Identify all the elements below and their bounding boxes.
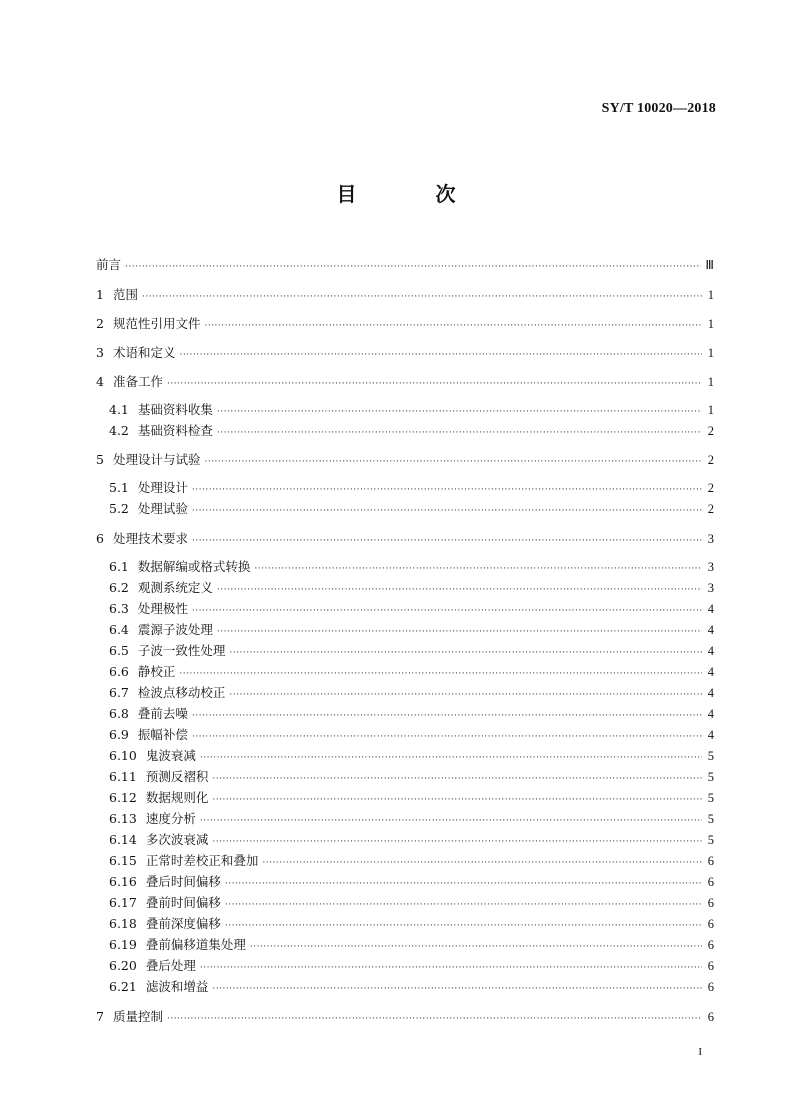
toc-entry[interactable] xyxy=(109,422,714,440)
toc-entry-title: 子波一致性处理 xyxy=(137,643,226,658)
toc-entry-page: 1 xyxy=(707,375,714,389)
toc-entry-title: 规范性引用文件 xyxy=(112,316,201,331)
toc-entry-page: 6 xyxy=(707,854,714,868)
toc-entry-number: 6.21 xyxy=(109,979,137,994)
toc-entry[interactable] xyxy=(96,344,714,362)
toc-entry-page: 4 xyxy=(707,728,714,742)
toc-entry[interactable] xyxy=(96,315,714,333)
toc-entry-page: 4 xyxy=(707,686,714,700)
toc-entry[interactable] xyxy=(109,894,714,912)
toc-entry-number: 6.8 xyxy=(109,706,129,721)
toc-entry-title: 预测反褶积 xyxy=(145,769,209,784)
toc-entry-title: 叠前时间偏移 xyxy=(145,895,221,910)
toc-entry-title: 数据解编或格式转换 xyxy=(137,559,251,574)
toc-entry[interactable] xyxy=(109,768,714,786)
toc-entry-page: 1 xyxy=(707,403,714,417)
toc-leader-dots xyxy=(212,770,702,788)
toc-entry-title: 叠前去噪 xyxy=(137,706,188,721)
toc-entry-number: 4.2 xyxy=(109,423,129,438)
toc-entry-number: 7 xyxy=(96,1009,104,1024)
toc-entry[interactable] xyxy=(109,852,714,870)
toc-entry[interactable] xyxy=(96,373,714,391)
toc-entry-page: 3 xyxy=(707,581,714,595)
toc-leader-dots xyxy=(125,258,701,276)
toc-leader-dots xyxy=(217,403,702,421)
toc-leader-dots xyxy=(254,560,702,578)
toc-entry-number: 6.15 xyxy=(109,853,137,868)
toc-entry-page: 4 xyxy=(707,665,714,679)
toc-entry-number: 5.2 xyxy=(109,501,129,516)
toc-leader-dots xyxy=(167,375,702,393)
toc-leader-dots xyxy=(217,623,702,641)
toc-entry[interactable] xyxy=(96,1008,714,1026)
toc-leader-dots xyxy=(179,665,702,683)
toc-entry[interactable] xyxy=(96,451,714,469)
standard-code: SY/T 10020—2018 xyxy=(601,101,716,116)
toc-leader-dots xyxy=(229,644,702,662)
toc-entry-title: 基础资料检查 xyxy=(137,423,213,438)
toc-leader-dots xyxy=(192,532,702,550)
toc-entry-number: 6.19 xyxy=(109,937,137,952)
toc-entry-number: 3 xyxy=(96,345,104,360)
toc-entry-page: 5 xyxy=(707,812,714,826)
toc-entry-number: 5.1 xyxy=(109,480,129,495)
toc-leader-dots xyxy=(200,749,702,767)
toc-entry-title: 术语和定义 xyxy=(112,345,176,360)
toc-entry-title: 数据规则化 xyxy=(145,790,209,805)
toc-entry-number: 6.1 xyxy=(109,559,129,574)
toc-entry-page: 4 xyxy=(707,602,714,616)
toc-leader-dots xyxy=(225,896,702,914)
toc-entry-number: 6.5 xyxy=(109,643,129,658)
toc-entry-title: 振幅补偿 xyxy=(137,727,188,742)
toc-entry-page: 6 xyxy=(707,938,714,952)
toc-entry-title: 速度分析 xyxy=(145,811,196,826)
toc-entry[interactable] xyxy=(109,479,714,497)
toc-leader-dots xyxy=(192,502,702,520)
toc-entry-title: 处理设计 xyxy=(137,480,188,495)
toc-entry[interactable] xyxy=(109,957,714,975)
toc-entry[interactable] xyxy=(109,747,714,765)
toc-entry-page: 5 xyxy=(707,833,714,847)
toc-entry-page: 5 xyxy=(707,791,714,805)
toc-entry[interactable] xyxy=(109,684,714,702)
toc-leader-dots xyxy=(262,854,702,872)
toc-leader-dots xyxy=(179,346,702,364)
toc-entry-title: 处理技术要求 xyxy=(112,531,188,546)
toc-entry-page: 2 xyxy=(707,453,714,467)
toc-entry-title: 叠前偏移道集处理 xyxy=(145,937,246,952)
toc-entry-number: 6.6 xyxy=(109,664,129,679)
toc-entry-title: 滤波和增益 xyxy=(145,979,209,994)
toc-entry-page: 4 xyxy=(707,623,714,637)
toc-entry-number: 6.9 xyxy=(109,727,129,742)
toc-entry-number: 6.14 xyxy=(109,832,137,847)
toc-entry-page: 6 xyxy=(707,875,714,889)
toc-entry-number: 6.17 xyxy=(109,895,137,910)
toc-entry-number: 6.18 xyxy=(109,916,137,931)
toc-entry-title: 检波点移动校正 xyxy=(137,685,226,700)
toc-entry-page: Ⅲ xyxy=(705,258,714,272)
toc-entry-page: 1 xyxy=(707,288,714,302)
toc-leader-dots xyxy=(225,917,702,935)
toc-entry[interactable] xyxy=(96,286,714,304)
toc-entry-number: 6.11 xyxy=(109,769,137,784)
toc-leader-dots xyxy=(142,288,702,306)
toc-entry-number: 6.16 xyxy=(109,874,137,889)
toc-leader-dots xyxy=(192,602,702,620)
toc-entry[interactable] xyxy=(109,705,714,723)
toc-entry-page: 2 xyxy=(707,424,714,438)
toc-entry-title: 震源子波处理 xyxy=(137,622,213,637)
toc-entry-page: 5 xyxy=(707,749,714,763)
toc-leader-dots xyxy=(225,875,702,893)
toc-leader-dots xyxy=(200,812,702,830)
toc-entry-title: 叠后时间偏移 xyxy=(145,874,221,889)
toc-entry-title: 质量控制 xyxy=(112,1009,163,1024)
toc-entry-number: 6.2 xyxy=(109,580,129,595)
toc-leader-dots xyxy=(217,424,702,442)
toc-entry-page: 6 xyxy=(707,896,714,910)
toc-entry-title: 鬼波衰减 xyxy=(145,748,196,763)
toc-entry-title: 处理试验 xyxy=(137,501,188,516)
toc-entry[interactable] xyxy=(109,873,714,891)
toc-entry[interactable] xyxy=(109,789,714,807)
toc-entry[interactable] xyxy=(109,915,714,933)
toc-leader-dots xyxy=(229,686,702,704)
toc-entry-page: 3 xyxy=(707,560,714,574)
toc-entry[interactable] xyxy=(109,663,714,681)
toc-leader-dots xyxy=(192,707,702,725)
toc-leader-dots xyxy=(212,791,702,809)
toc-entry-title: 多次波衰减 xyxy=(145,832,209,847)
toc-entry-title: 观测系统定义 xyxy=(137,580,213,595)
toc-entry-title: 范围 xyxy=(112,287,138,302)
toc-entry[interactable] xyxy=(109,600,714,618)
toc-entry-number: 4 xyxy=(96,374,104,389)
toc-entry-page: 1 xyxy=(707,317,714,331)
toc-entry-page: 2 xyxy=(707,502,714,516)
toc-entry-number: 6.7 xyxy=(109,685,129,700)
toc-entry[interactable] xyxy=(109,401,714,419)
toc-entry-title: 静校正 xyxy=(137,664,176,679)
toc-leader-dots xyxy=(212,833,702,851)
toc-entry-page: 6 xyxy=(707,1010,714,1024)
toc-leader-dots xyxy=(192,481,702,499)
toc-entry-page: 4 xyxy=(707,644,714,658)
toc-leader-dots xyxy=(212,980,702,998)
toc-entry[interactable] xyxy=(109,978,714,996)
toc-entry-number: 6.12 xyxy=(109,790,137,805)
toc-entry-title: 正常时差校正和叠加 xyxy=(145,853,259,868)
toc-entry-page: 6 xyxy=(707,980,714,994)
toc-entry-title: 准备工作 xyxy=(112,374,163,389)
toc-entry-number: 2 xyxy=(96,316,104,331)
toc-entry-number: 6.20 xyxy=(109,958,137,973)
toc-entry-page: 6 xyxy=(707,917,714,931)
toc-entry-page: 6 xyxy=(707,959,714,973)
toc-entry-page: 1 xyxy=(707,346,714,360)
toc-entry-title: 基础资料收集 xyxy=(137,402,213,417)
toc-entry-number: 6 xyxy=(96,531,104,546)
toc-leader-dots xyxy=(167,1010,702,1028)
toc-entry[interactable] xyxy=(109,831,714,849)
toc-entry[interactable] xyxy=(109,810,714,828)
toc-entry-number: 6.3 xyxy=(109,601,129,616)
toc-entry-number: 1 xyxy=(96,287,104,302)
toc-entry-number: 6.4 xyxy=(109,622,129,637)
toc-entry-number: 6.13 xyxy=(109,811,137,826)
toc-entry-page: 5 xyxy=(707,770,714,784)
toc-entry-number: 6.10 xyxy=(109,748,137,763)
toc-leader-dots xyxy=(200,959,702,977)
toc-leader-dots xyxy=(204,317,702,335)
toc-entry[interactable] xyxy=(109,558,714,576)
toc-entry-number: 4.1 xyxy=(109,402,129,417)
toc-entry-title: 前言 xyxy=(96,257,122,272)
toc-entry-number: 5 xyxy=(96,452,104,467)
toc-leader-dots xyxy=(192,728,702,746)
toc-entry-title: 处理极性 xyxy=(137,601,188,616)
toc-entry-page: 2 xyxy=(707,481,714,495)
toc-entry[interactable] xyxy=(109,579,714,597)
toc-leader-dots xyxy=(217,581,702,599)
toc-entry[interactable] xyxy=(109,642,714,660)
toc-entry[interactable] xyxy=(109,726,714,744)
toc-entry[interactable] xyxy=(109,936,714,954)
toc-entry[interactable] xyxy=(96,530,714,548)
toc-leader-dots xyxy=(250,938,702,956)
toc-entry-page: 3 xyxy=(707,532,714,546)
toc-entry-title: 处理设计与试验 xyxy=(112,452,201,467)
toc-entry[interactable] xyxy=(109,500,714,518)
page-number: I xyxy=(698,1046,702,1058)
toc-entry-title: 叠前深度偏移 xyxy=(145,916,221,931)
toc-entry-page: 4 xyxy=(707,707,714,721)
toc-entry[interactable] xyxy=(96,256,714,274)
toc-entry-title: 叠后处理 xyxy=(145,958,196,973)
page-title: 目 次 xyxy=(336,182,492,206)
toc-entry[interactable] xyxy=(109,621,714,639)
toc-leader-dots xyxy=(204,453,702,471)
